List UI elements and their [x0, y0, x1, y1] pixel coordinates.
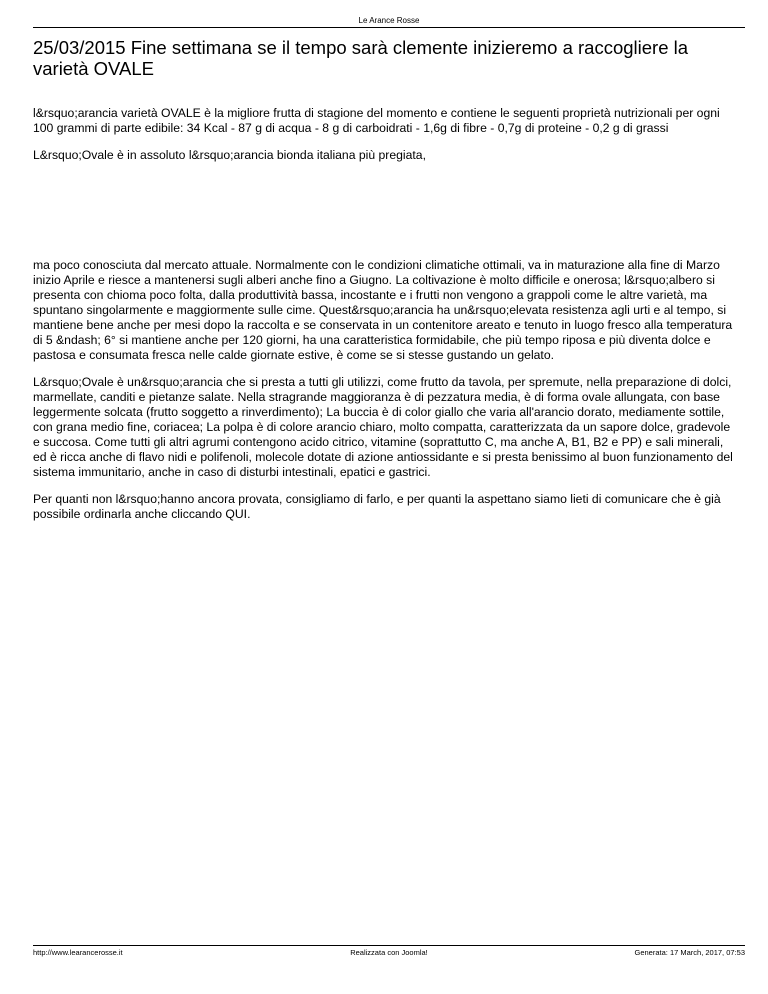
paragraph-order: Per quanti non l&rsquo;hanno ancora provata, consigliamo di farlo, e per quanti la aspettano siamo lieti di comunicare che è già possibile ordinarla anche cliccando QUI.: [33, 492, 721, 521]
paragraph-nutrition: l&rsquo;arancia varietà OVALE è la migliore frutta di stagione del momento e contiene le seguenti proprietà nutrizionali per ogni 100 grammi di parte edibile: 34 Kcal - 87 g di acqua - 8 g di carboidrati - 1,6g di fibre - 0,7g di proteine - 0,2 g di grassi: [33, 106, 720, 135]
footer-rule: [33, 945, 745, 946]
footer-credit: Realizzata con Joomla!: [350, 948, 428, 957]
article-title: 25/03/2015 Fine settimana se il tempo sarà clemente inizieremo a raccogliere la varietà OVALE: [33, 37, 689, 79]
footer-url: http://www.learancerosse.it: [33, 948, 123, 957]
missing-image-area: [33, 163, 738, 258]
document-page: [33, 0, 745, 994]
footer-generated-date: Generata: 17 March, 2017, 07:53: [634, 948, 745, 957]
paragraph-cultivation: ma poco conosciuta dal mercato attuale. Normalmente con le condizioni climatiche ottimali, va in maturazione alla fine di Marzo inizio Aprile e riesce a mantenersi sugli alberi anche fino a Giugno. La coltivazione è molto difficile e onerosa; l&rsquo;albero si presenta con chioma poco folta, dalla produttività bassa, incostante e i frutti non vengono a grappoli come le altre varietà, ma spuntano singolarmente e maggiormente sulle cime. Quest&rsquo;arancia ha un&rsquo;elevata resistenza agli urti e al tempo, si mantiene bene anche per mesi dopo la raccolta e se conservata in un contenitore areato e tenuto in luogo fresco alla temperatura di 5 &ndash; 6° si mantiene anche per 120 giorni, ha una caratteristica formidabile, che più tempo riposa e più diventa dolce e pastosa e consumata fresca nelle calde giornate estive, è come se si stesse gustando un gelato.: [33, 258, 733, 362]
site-header-title: Le Arance Rosse: [358, 16, 420, 25]
header-rule: [33, 27, 745, 28]
article-body: [33, 106, 738, 534]
paragraph-uses: L&rsquo;Ovale è un&rsquo;arancia che si presta a tutti gli utilizzi, come frutto da tavola, per spremute, nella preparazione di dolci, marmellate, canditi e pietanze salate. Nella stragrande maggioranza è di pezzatura media, è di forma ovale allungata, con base leggermente solcata (frutto soggetto a rinverdimento); La buccia è di color giallo che varia all'arancio dorato, mediamente sottile, con grana medio fine, coriacea; La polpa è di colore arancio chiaro, molto compatta, caratterizzata da un sapore dolce, gradevole e succosa. Come tutti gli altri agrumi contengono acido citrico, vitamine (soprattutto C, ma anche A, B1, B2 e PP) e sali minerali, ed è ricca anche di flavo nidi e polifenoli, molecole dotate di azione antiossidante e si presta benissimo al buon funzionamento del sistema immunitario, anche in caso di disturbi intestinali, epatici e gastrici.: [33, 375, 733, 479]
paragraph-intro: L&rsquo;Ovale è in assoluto l&rsquo;arancia bionda italiana più pregiata,: [33, 148, 426, 162]
